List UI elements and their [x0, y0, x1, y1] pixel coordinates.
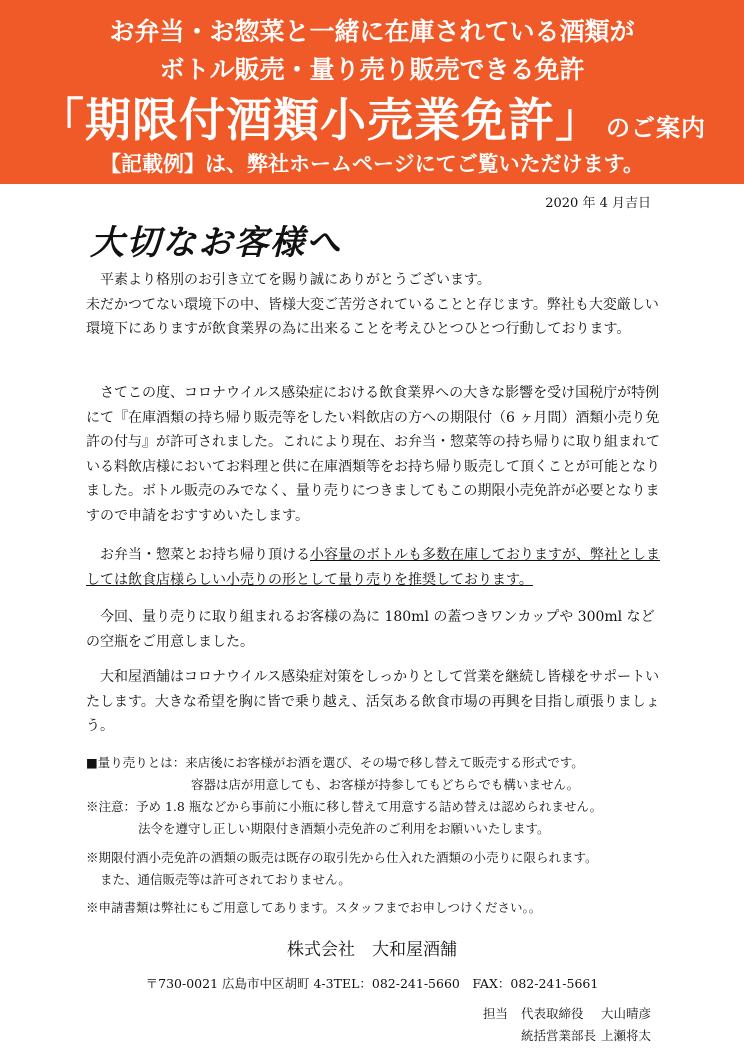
paragraph-3	[86, 543, 661, 592]
company-address: 〒730-0021 広島市中区胡町 4-3TEL：082-241-5660 FAX：082-241-5661	[145, 976, 599, 991]
staff-title: 統括営業部長	[521, 1028, 597, 1043]
paragraph-3-lead: お弁当・惣菜とお持ち帰り頂ける	[86, 547, 310, 563]
paragraph-2	[86, 381, 661, 528]
note-limit-detail: また、通信販売等は許可されておりません。	[100, 872, 351, 887]
banner-title	[0, 84, 744, 150]
staff-title: 代表取締役	[521, 1006, 584, 1021]
banner-title-main: 「期限付酒類小売業免許」	[38, 93, 602, 147]
note-block-1	[86, 752, 666, 840]
note-limit: ※期限付酒小売免許の酒類の販売は既存の取引先から仕入れた酒類の小売りに限られます。	[86, 850, 598, 865]
banner-title-suffix: のご案内	[606, 114, 706, 142]
document-date: 2020 年 4 月吉日	[545, 196, 651, 211]
staff-row	[483, 1025, 651, 1047]
paragraph-4-text: 今回、量り売りに取り組まれるお客様の為に 180ml の蓋つきワンカップや 300ml などの空瓶をご用意しました。	[86, 609, 655, 650]
note-block-2	[86, 847, 666, 891]
greeting-heading: 大切なお客様へ	[90, 223, 342, 263]
note-caution: ※注意：予め 1.8 瓶などから事前に小瓶に移し替えて用意する詰め替えは認められません。	[86, 799, 603, 814]
paragraph-2-text: さてこの度、コロナウイルス感染症における飲食業界への大きな影響を受け国税庁が特例にて『在庫酒類の持ち帰り販売等をしたい料飲店の方への期限付（6 ヶ月間）酒類小売り免許の付与』が許可されました。これにより現在、お弁当・惣菜等の持ち帰りに取り組まれている料飲店様においてお料理と供に在庫酒類等をお持ち帰り販売して頂くことが可能となりました。ボトル販売のみでなく、量り売りにつきましてもこの期限小売免許が必要となりますので申請をおすすめいたします。	[86, 385, 660, 524]
paragraph-4	[86, 605, 661, 654]
note-block-3	[86, 897, 666, 919]
staff-label: 担当	[483, 1006, 509, 1021]
paragraph-5	[86, 665, 661, 739]
company-name: 株式会社 大和屋酒舗	[287, 940, 457, 960]
note-definition-detail: 容器は店が用意しても、お客様が持参してもどちらでも構いません。	[191, 777, 580, 792]
staff-list	[483, 1003, 651, 1047]
note-caution-detail: 法令を遵守し正しい期限付き酒類小売免許のご利用をお願いいたします。	[138, 821, 550, 836]
paragraph-1	[86, 268, 661, 342]
note-application: ※申請書類は弊社にもご用意してあります。スタッフまでお申しつけください。。	[86, 900, 542, 915]
paragraph-1-text: 平素より格別のお引き立てを賜り誠にありがとうございます。 未だかつてない環境下の中、皆様大変ご苦労されていることと存じます。弊社も大変厳しい環境下にありますが飲食業界の為に出来ることを考えひとつひとつ行動しております。	[86, 272, 659, 337]
banner-line-1: お弁当・お惣菜と一緒に在庫されている酒類が	[109, 17, 635, 46]
note-definition: ■量り売りとは：来店後にお客様がお酒を選び、その場で移し替えて販売する形式です。	[86, 755, 584, 770]
staff-name: 大山晴彦	[601, 1006, 652, 1021]
banner-line-2: ボトル販売・量り売り販売できる免許	[159, 55, 585, 84]
paragraph-3-underlined: 小容量のボトルも多数在庫しておりますが、弊社としましては飲食店様らしい小売りの形として量り売りを推奨しております。	[86, 547, 660, 588]
banner-line-4: 【記載例】は、弊社ホームページにてご覧いただけます。	[100, 152, 644, 176]
staff-name: 上瀬将太	[601, 1028, 652, 1043]
staff-row	[483, 1003, 651, 1025]
header-banner	[0, 0, 744, 184]
paragraph-5-text: 大和屋酒舗はコロナウイルス感染症対策をしっかりとして営業を継続し皆様をサポートいたします。大きな希望を胸に皆で乗り越え、活気ある飲食市場の再興を目指し頑張りましょう。	[86, 669, 660, 734]
